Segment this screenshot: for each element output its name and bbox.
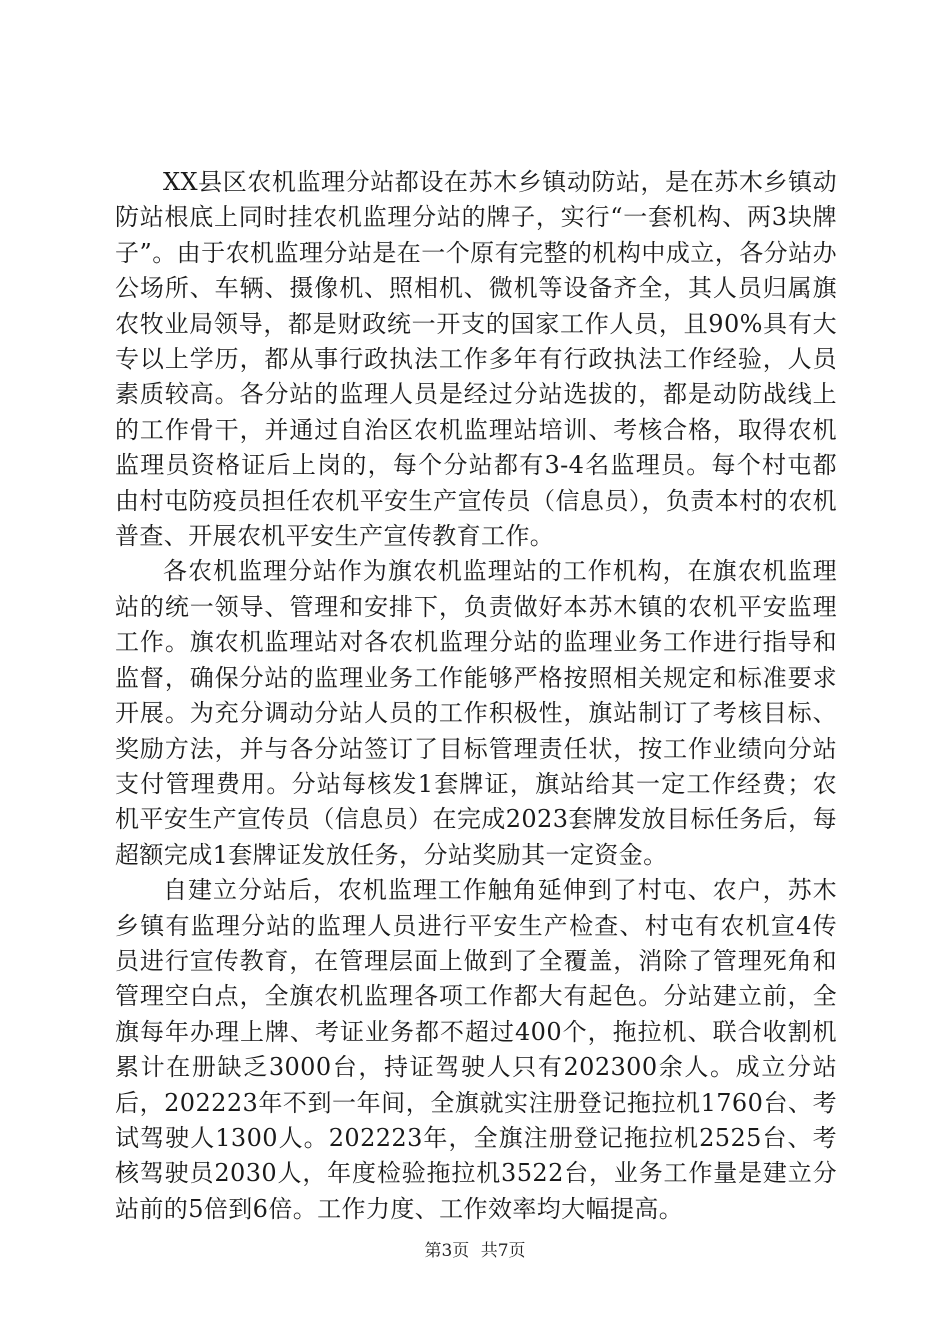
paragraph-2: 各农机监理分站作为旗农机监理站的工作机构，在旗农机监理站的统一领导、管理和安排下，负责做好本苏木镇的农机平安监理工作。旗农机监理站对各农机监理分站的监理业务工作进行指导和监督，确保分站的监理业务工作能够严格按照相关规定和标准要求开展。为充分调动分站人员的工作积极性，旗站制订了考核目标、奖励方法，并与各分站签订了目标管理责任状，按工作业绩向分站支付管理费用。分站每核发1套牌证，旗站给其一定工作经费；农机平安生产宣传员（信息员）在完成2023套牌发放目标任务后，每超额完成1套牌证发放任务，分站奖励其一定资金。	[115, 557, 837, 869]
page-total: 共7页	[480, 1241, 526, 1261]
page-number: 第3页	[424, 1241, 470, 1261]
paragraph-1: XX县区农机监理分站都设在苏木乡镇动防站，是在苏木乡镇动防站根底上同时挂农机监理分站的牌子，实行“一套机构、两3块牌子”。由于农机监理分站是在一个原有完整的机构中成立，各分站办公场所、车辆、摄像机、照相机、微机等设备齐全，其人员归属旗农牧业局领导，都是财政统一开支的国家工作人员，且90%具有大专以上学历，都从事行政执法工作多年有行政执法工作经验，人员素质较高。各分站的监理人员是经过分站选拔的，都是动防战线上的工作骨干，并通过自治区农机监理站培训、考核合格，取得农机监理员资格证后上岗的，每个分站都有3-4名监理员。每个村屯都由村屯防疫员担任农机平安生产宣传员（信息员），负责本村的农机普查、开展农机平安生产宣传教育工作。	[115, 168, 837, 551]
page-footer	[0, 1239, 950, 1263]
paragraph-3: 自建立分站后，农机监理工作触角延伸到了村屯、农户，苏木乡镇有监理分站的监理人员进行平安生产检查、村屯有农机宣4传员进行宣传教育，在管理层面上做到了全覆盖，消除了管理死角和管理空白点，全旗农机监理各项工作都大有起色。分站建立前，全旗每年办理上牌、考证业务都不超过400个，拖拉机、联合收割机累计在册缺乏3000台，持证驾驶人只有202300余人。成立分站后，202223年不到一年间，全旗就实注册登记拖拉机1760台、考试驾驶人1300人。202223年，全旗注册登记拖拉机2525台、考核驾驶员2030人，年度检验拖拉机3522台，业务工作量是建立分站前的5倍到6倍。工作力度、工作效率均大幅提高。	[115, 876, 837, 1223]
document-body	[115, 165, 837, 1227]
